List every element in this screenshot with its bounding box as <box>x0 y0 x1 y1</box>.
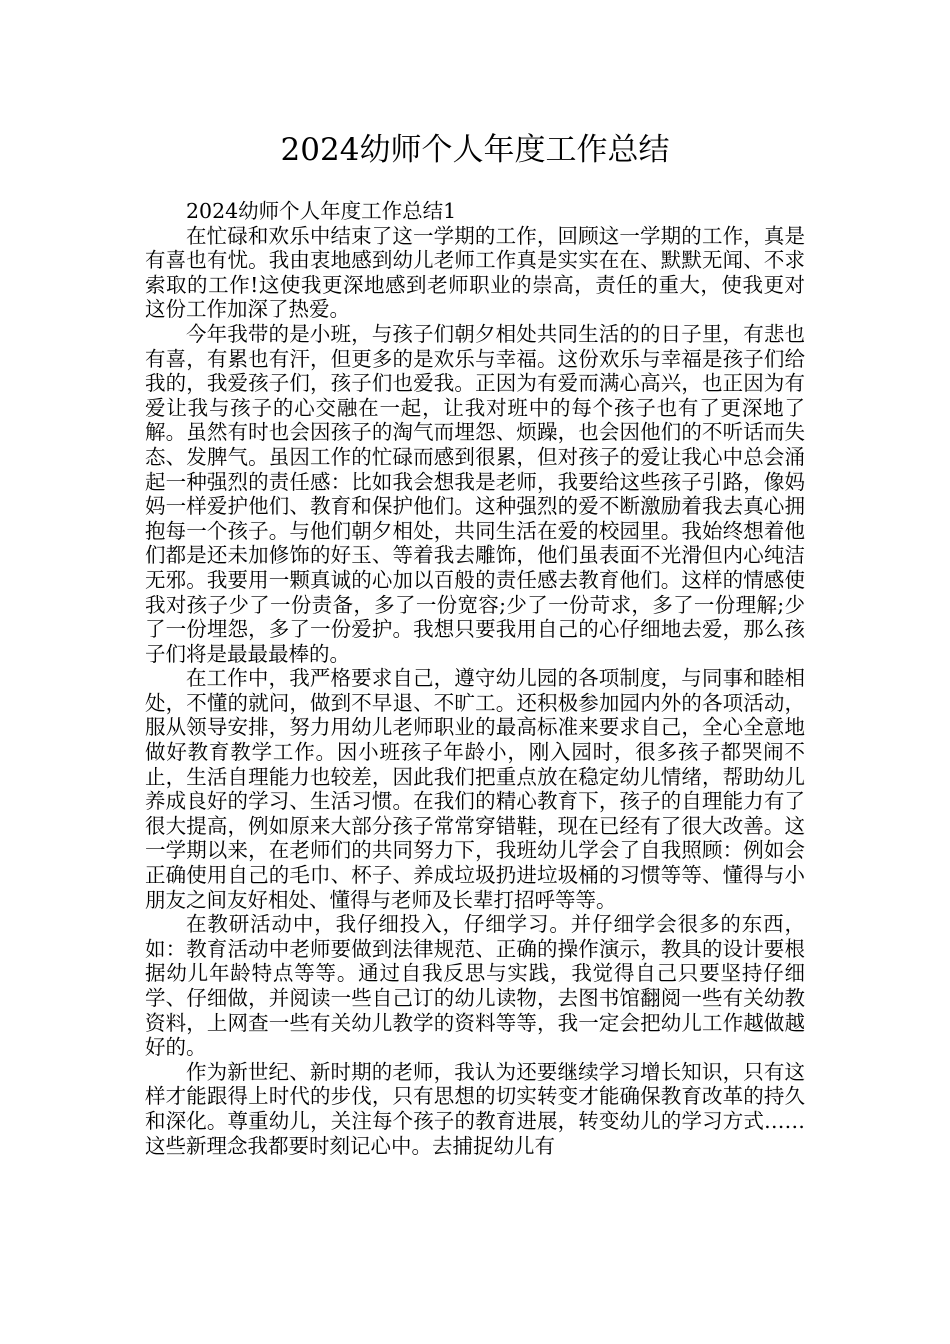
paragraph-3: 在工作中，我严格要求自己，遵守幼儿园的各项制度，与同事和睦相处，不懂的就问，做到不早退、不旷工。还积极参加园内外的各项活动，服从领导安排，努力用幼儿老师职业的最高标准来要求自己，全心全意地做好教育教学工作。因小班孩子年龄小，刚入园时，很多孩子都哭闹不止，生活自理能力也较差，因此我们把重点放在稳定幼儿情绪，帮助幼儿养成良好的学习、生活习惯。在我们的精心教育下，孩子的自理能力有了很大提高，例如原来大部分孩子常常穿错鞋，现在已经有了很大改善。这一学期以来，在老师们的共同努力下，我班幼儿学会了自我照顾：例如会正确使用自己的毛巾、杯子、养成垃圾扔进垃圾桶的习惯等等、懂得与小朋友之间友好相处、懂得与老师及长辈打招呼等等。 <box>145 666 805 912</box>
paragraph-2: 今年我带的是小班，与孩子们朝夕相处共同生活的的日子里，有悲也有喜，有累也有汗，但更多的是欢乐与幸福。这份欢乐与幸福是孩子们给我的，我爱孩子们，孩子们也爱我。正因为有爱而满心高兴，也正因为有爱让我与孩子的心交融在一起，让我对班中的每个孩子也有了更深地了解。虽然有时也会因孩子的淘气而埋怨、烦躁，也会因他们的不听话而失态、发脾气。虽因工作的忙碌而感到很累，但对孩子的爱让我心中总会涌起一种强烈的责任感：比如我会想我是老师，我要给这些孩子引路，像妈妈一样爱护他们、教育和保护他们。这种强烈的爱不断激励着我去真心拥抱每一个孩子。与他们朝夕相处，共同生活在爱的校园里。我始终想着他们都是还未加修饰的好玉、等着我去雕饰，他们虽表面不光滑但内心纯洁无邪。我要用一颗真诚的心加以百般的责任感去教育他们。这样的情感使我对孩子少了一份责备，多了一份宽容;少了一份苛求，多了一份理解;少了一份埋怨，多了一份爱护。我想只要我用自己的心仔细地去爱，那么孩子们将是最最最棒的。 <box>145 321 805 666</box>
paragraph-1: 在忙碌和欢乐中结束了这一学期的工作，回顾这一学期的工作，真是有喜也有忧。我由衷地感到幼儿老师工作真是实实在在、默默无闻、不求索取的工作!这使我更深地感到老师职业的崇高，责任的重大，使我更对这份工作加深了热爱。 <box>145 223 805 322</box>
document-body <box>145 199 805 1158</box>
paragraph-5: 作为新世纪、新时期的老师，我认为还要继续学习增长知识，只有这样才能跟得上时代的步伐，只有思想的切实转变才能确保教育改革的持久和深化。尊重幼儿，关注每个孩子的教育进展，转变幼儿的学习方式……这些新理念我都要时刻记心中。去捕捉幼儿有 <box>145 1059 805 1158</box>
section-heading: 2024幼师个人年度工作总结1 <box>186 199 457 223</box>
paragraph-4: 在教研活动中，我仔细投入，仔细学习。并仔细学会很多的东西，如：教育活动中老师要做到法律规范、正确的操作演示，教具的设计要根据幼儿年龄特点等等。通过自我反思与实践，我觉得自己只要坚持仔细学、仔细做，并阅读一些自己订的幼儿读物，去图书馆翻阅一些有关幼教资料，上网查一些有关幼儿教学的资料等等，我一定会把幼儿工作越做越好的。 <box>145 912 805 1060</box>
document-title: 2024幼师个人年度工作总结 <box>280 132 670 168</box>
